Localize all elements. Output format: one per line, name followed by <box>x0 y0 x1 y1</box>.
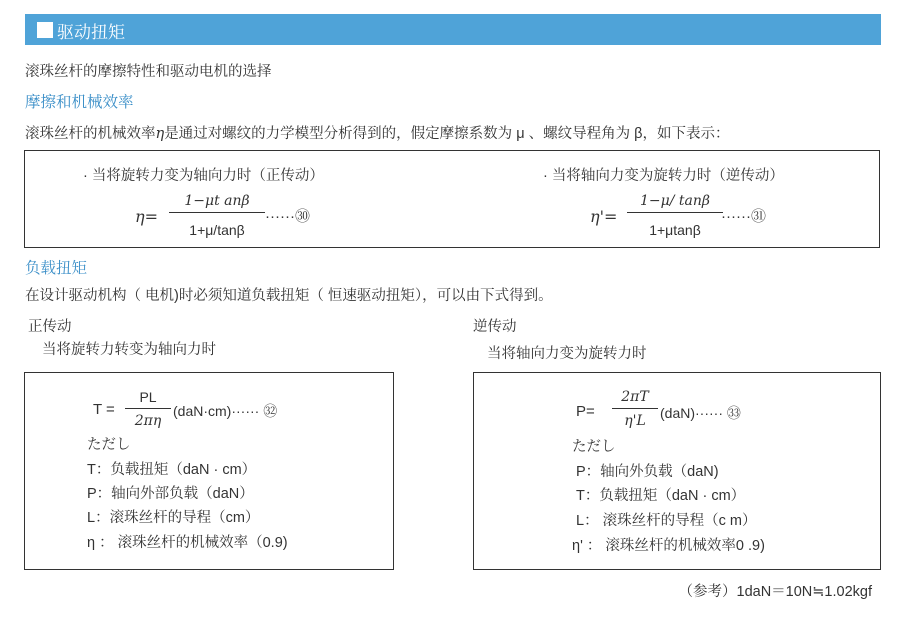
forward-eta-lhs: η= <box>135 207 158 226</box>
reverse-torque-box <box>473 372 881 570</box>
forward-unit-ref: (daN·cm)······ ㉜ <box>173 403 278 419</box>
forward-denominator: 1+μ/tanβ <box>189 222 245 238</box>
forward-torque-box <box>24 372 394 570</box>
forward-fraction-bar <box>169 212 265 213</box>
desc-eta: η <box>155 126 165 142</box>
reverse-def-L: L： 滚珠丝杆的导程（c m） <box>576 513 757 529</box>
page-title: 驱动扭矩 <box>57 23 125 42</box>
forward-numerator: 1−μt anβ <box>184 193 250 209</box>
load-torque-description: 在设计驱动机构（ 电机)时必须知道负载扭矩（ 恒速驱动扭矩），可以由下式得到。 <box>25 288 553 304</box>
reverse-lhs: P= <box>576 403 595 420</box>
square-bullet-icon <box>37 22 53 38</box>
unit-conversion-note: （参考）1daN＝10N≒1.02kgf <box>678 584 872 600</box>
formula-ref-30: ······㉚ <box>265 208 310 225</box>
reverse-fraction-bar <box>627 212 723 213</box>
forward-caption: · 当将旋转力变为轴向力时（正传动） <box>83 168 324 184</box>
forward-def-L: L：滚珠丝杆的导程（cm） <box>87 510 260 526</box>
reverse-numerator: 1−μ/ tanβ <box>640 193 710 209</box>
efficiency-formula-box <box>24 150 880 248</box>
desc-post: 是通过对螺纹的力学模型分析得到的，假定摩擦系数为 μ 、螺纹导程角为 β，如下表示： <box>164 126 730 142</box>
forward-torque-fraction-bar <box>125 408 171 409</box>
section-title-efficiency: 摩擦和机械效率 <box>25 94 134 111</box>
reverse-denominator: 1+μtanβ <box>649 222 701 238</box>
reverse-drive-subtitle: 当将轴向力变为旋转力时 <box>487 346 647 362</box>
efficiency-description <box>25 122 729 143</box>
forward-drive-subtitle: 当将旋转力转变为轴向力时 <box>42 342 216 358</box>
forward-def-eta: η ： 滚珠丝杆的机械效率（0.9) <box>87 535 288 551</box>
reverse-torque-denominator: η'L <box>624 413 646 429</box>
forward-lhs: T = <box>93 401 115 418</box>
desc-pre: 滚珠丝杆的机械效率 <box>25 126 156 142</box>
forward-note: ただし <box>87 437 131 453</box>
reverse-caption: · 当将轴向力变为旋转力时（逆传动） <box>543 168 784 184</box>
reverse-eta-lhs: η'= <box>590 207 618 226</box>
reverse-torque-fraction-bar <box>612 408 658 409</box>
forward-torque-denominator: 2πη <box>134 413 162 429</box>
reverse-drive-title: 逆传动 <box>473 319 517 335</box>
formula-ref-31: ······㉛ <box>721 208 766 225</box>
section-title-load-torque: 负载扭矩 <box>25 260 88 277</box>
reverse-def-eta: η' ： 滚珠丝杆的机械效率0 .9) <box>572 538 765 554</box>
reverse-note: ただし <box>572 439 616 455</box>
forward-torque-numerator: PL <box>139 389 157 405</box>
forward-drive-title: 正传动 <box>28 319 72 335</box>
intro-text: 滚珠丝杆的摩擦特性和驱动电机的选择 <box>25 64 272 80</box>
forward-def-T: T：负载扭矩（daN · cm） <box>87 462 257 478</box>
reverse-unit-ref: (daN)······ ㉝ <box>660 405 741 421</box>
forward-def-P: P：轴向外部负载（daN） <box>87 486 254 502</box>
section-header <box>25 14 881 45</box>
reverse-torque-numerator: 2πT <box>621 389 649 405</box>
reverse-def-P: P：轴向外负载（daN) <box>576 464 719 480</box>
reverse-def-T: T：负载扭矩（daN · cm） <box>576 488 746 504</box>
